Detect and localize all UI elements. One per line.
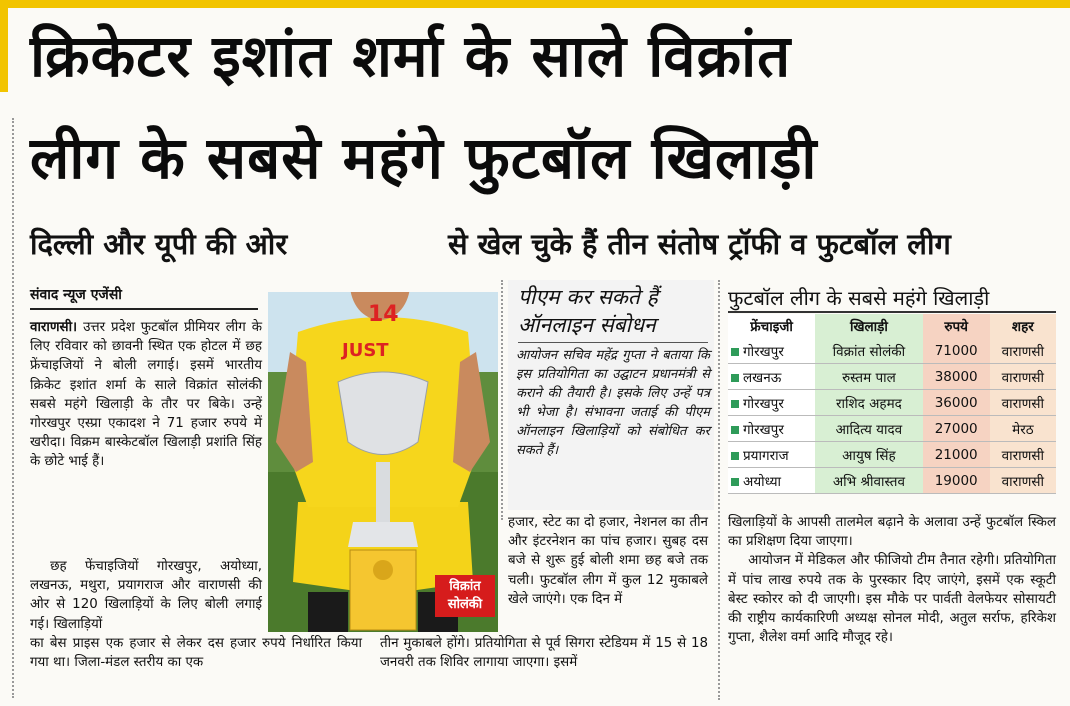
article-column-1 — [30, 318, 262, 472]
city-cell: वाराणसी — [990, 364, 1056, 390]
city-cell: वाराणसी — [990, 468, 1056, 494]
jersey-number: 14 — [368, 302, 399, 327]
subheadline-left: दिल्ली और यूपी की ओर — [30, 227, 288, 261]
table-row — [728, 364, 1056, 390]
rupees-cell: 36000 — [923, 390, 990, 416]
player-cell: आदित्य यादव — [815, 416, 923, 442]
player-cell: रुस्तम पाल — [815, 364, 923, 390]
byline-rule — [30, 308, 258, 310]
bullet-icon — [731, 348, 739, 356]
article-column-1-continued — [30, 557, 262, 634]
table-title: फुटबॉल लीग के सबसे महंगे खिलाड़ी — [728, 286, 990, 310]
bullet-icon — [731, 374, 739, 382]
bullet-icon — [731, 400, 739, 408]
table-row — [728, 390, 1056, 416]
article-paragraph: उत्तर प्रदेश फुटबॉल प्रीमियर लीग के लिए रविवार को छावनी स्थित एक होटल में छह फ्रेंचाइजियों ने बोली लगाई। इसमें भारतीय क्रिकेट इशांत शर्मा के साले विक्रांत सोलंकी सबसे महंगे खिलाड़ी के तौर पर बिके। उन्हें गोरखपुर एस्प्रा एकादश ने 71 हजार रुपये में खरीदा। विक्रम बास्केटबॉल खिलाड़ी प्रशांति सिंह के छोटे भाई हैं। — [30, 320, 262, 470]
headline-line-2: लीग के सबसे महंगे फुटबॉल खिलाड़ी — [30, 124, 818, 192]
franchise-cell: गोरखपुर — [743, 395, 784, 412]
rupees-cell: 21000 — [923, 442, 990, 468]
rupees-cell: 38000 — [923, 364, 990, 390]
city-cell: वाराणसी — [990, 338, 1056, 364]
sidebox-title — [518, 283, 658, 339]
dateline-city: वाराणसी। — [30, 320, 78, 335]
article-paragraph: आयोजन में मेडिकल और फीजियो टीम तैनात रहेगी। प्रतियोगिता में पांच लाख रुपये तक के पुरस्कार दिए जाएंगे, इसमें एक स्कूटी बेस्ट स्कोरर को दी जाएगी। इस मौके पर पार्वती वेलफेयर सोसायटी की राष्ट्रीय कार्यकारिणी अध्यक्ष सोनल मोदी, अतुल सर्राफ, हरिकेश गुप्ता, शैलेश वर्मा आदि मौजूद रहे। — [728, 553, 1056, 646]
left-dotted-rule — [12, 118, 14, 698]
player-cell: अभि श्रीवास्तव — [815, 468, 923, 494]
top-accent-bar — [0, 0, 1070, 8]
table-row — [728, 416, 1056, 442]
city-cell: मेरठ — [990, 416, 1056, 442]
rupees-cell: 27000 — [923, 416, 990, 442]
left-accent-bar — [0, 0, 8, 92]
caption-line-1: विक्रांत — [449, 579, 481, 594]
player-cell: विक्रांत सोलंकी — [815, 338, 923, 364]
player-cell: राशिद अहमद — [815, 390, 923, 416]
header-player: खिलाड़ी — [815, 314, 923, 338]
headline-line-1: क्रिकेटर इशांत शर्मा के साले विक्रांत — [30, 22, 792, 90]
franchise-cell: प्रयागराज — [743, 447, 789, 464]
article-paragraph: का बेस प्राइस एक हजार से लेकर दस हजार रुपये निर्धारित किया गया था। जिला-मंडल स्तरीय का एक — [30, 636, 362, 671]
city-cell: वाराणसी — [990, 390, 1056, 416]
header-franchise: फ्रेंचाइजी — [728, 314, 815, 338]
bullet-icon — [731, 478, 739, 486]
sidebox-title-line-2: ऑनलाइन संबोधन — [518, 313, 656, 337]
header-rupees: रुपये — [923, 314, 990, 338]
player-cell: आयुष सिंह — [815, 442, 923, 468]
article-paragraph: हजार, स्टेट का दो हजार, नेशनल का तीन और इंटरनेशन का पांच हजार। सुबह दस बजे से शुरू हुई बोली शमा छह बजे तक चली। फुटबॉल लीग में कुल 12 मुकाबले खेले जाएंगे। एक दिन में — [508, 515, 708, 607]
sidebox-title-line-1: पीएम कर सकते हैं — [518, 285, 658, 309]
column-dotted-rule-2 — [718, 280, 720, 700]
rupees-cell: 71000 — [923, 338, 990, 364]
photo-caption-label — [435, 575, 495, 617]
table-title-rule — [728, 311, 1056, 313]
expensive-players-table — [728, 314, 1056, 494]
jersey-text: JUST — [342, 340, 389, 361]
column-dotted-rule — [501, 280, 503, 520]
caption-line-2: सोलंकी — [447, 597, 483, 612]
article-column-2-bottom — [380, 634, 708, 672]
bullet-icon — [731, 452, 739, 460]
table-row — [728, 338, 1056, 364]
subheadline-right: से खेल चुके हैं तीन संतोष ट्रॉफी व फुटबॉल लीग — [448, 227, 951, 261]
article-paragraph: छह फेंचाइजियों गोरखपुर, अयोध्या, लखनऊ, मथुरा, प्रयागराज और वाराणसी की ओर से 120 खिलाड़ियों के लिए बोली लगाई गई। खिलाड़ियों — [30, 559, 262, 632]
table-header-row — [728, 314, 1056, 338]
franchise-cell: लखनऊ — [743, 369, 782, 386]
franchise-cell: गोरखपुर — [743, 421, 784, 438]
rupees-cell: 19000 — [923, 468, 990, 494]
article-column-2 — [508, 513, 708, 609]
article-paragraph: खिलाड़ियों के आपसी तालमेल बढ़ाने के अलावा उन्हें फुटबॉल स्किल का प्रशिक्षण दिया जाएगा। — [728, 515, 1056, 550]
city-cell: वाराणसी — [990, 442, 1056, 468]
franchise-cell: अयोध्या — [743, 473, 782, 490]
table-row — [728, 442, 1056, 468]
table-row — [728, 468, 1056, 494]
byline: संवाद न्यूज एजेंसी — [30, 287, 122, 303]
header-city: शहर — [990, 314, 1056, 338]
article-column-3 — [728, 513, 1056, 647]
franchise-cell: गोरखपुर — [743, 343, 784, 360]
article-paragraph: तीन मुकाबले होंगे। प्रतियोगिता से पूर्व सिगरा स्टेडियम में 15 से 18 जनवरी तक शिविर लागाया जाएगा। इसमें — [380, 636, 708, 671]
sidebox-rule — [518, 342, 708, 343]
bullet-icon — [731, 426, 739, 434]
article-column-1-bottom — [30, 634, 362, 672]
sidebox-text: आयोजन सचिव महेंद्र गुप्ता ने बताया कि इस प्रतियोगिता का उद्घाटन प्रधानमंत्री से कराने की तैयारी है। इसके लिए उन्हें पत्र भी भेजा है। संभावना जताई की पीएम ऑनलाइन खिलाड़ियों को संबोधित कर सकते हैं। — [516, 348, 710, 458]
